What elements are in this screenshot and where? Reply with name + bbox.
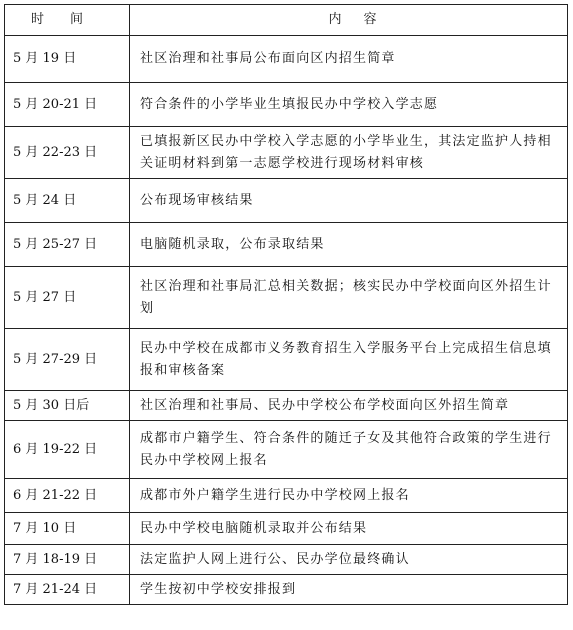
row-time: 6 月 19-22 日 xyxy=(5,421,130,479)
table-row xyxy=(5,513,568,545)
table-row xyxy=(5,479,568,513)
table-row xyxy=(5,421,568,479)
row-time: 5 月 25-27 日 xyxy=(5,223,130,267)
row-content: 社区治理和社事局、民办中学校公布学校面向区外招生简章 xyxy=(130,391,568,421)
table-row xyxy=(5,545,568,575)
header-row xyxy=(5,5,568,36)
table-row xyxy=(5,223,568,267)
row-time: 5 月 20-21 日 xyxy=(5,83,130,127)
row-time: 7 月 10 日 xyxy=(5,513,130,545)
table-row xyxy=(5,575,568,605)
row-time: 7 月 21-24 日 xyxy=(5,575,130,605)
row-content: 公布现场审核结果 xyxy=(130,179,568,223)
table-row xyxy=(5,83,568,127)
row-time: 5 月 24 日 xyxy=(5,179,130,223)
table-row xyxy=(5,329,568,391)
row-content: 学生按初中学校安排报到 xyxy=(130,575,568,605)
table-row xyxy=(5,179,568,223)
row-time: 5 月 27 日 xyxy=(5,267,130,329)
table-row xyxy=(5,127,568,179)
row-content: 社区治理和社事局汇总相关数据；核实民办中学校面向区外招生计划 xyxy=(130,267,568,329)
row-content: 法定监护人网上进行公、民办学位最终确认 xyxy=(130,545,568,575)
row-content: 已填报新区民办中学校入学志愿的小学毕业生，其法定监护人持相关证明材料到第一志愿学校进行现场材料审核 xyxy=(130,127,568,179)
row-time: 6 月 21-22 日 xyxy=(5,479,130,513)
header-content: 内容 xyxy=(130,5,568,36)
row-content: 成都市户籍学生、符合条件的随迁子女及其他符合政策的学生进行民办中学校网上报名 xyxy=(130,421,568,479)
row-content: 电脑随机录取，公布录取结果 xyxy=(130,223,568,267)
row-content: 符合条件的小学毕业生填报民办中学校入学志愿 xyxy=(130,83,568,127)
table-row xyxy=(5,391,568,421)
row-time: 5 月 27-29 日 xyxy=(5,329,130,391)
row-time: 5 月 22-23 日 xyxy=(5,127,130,179)
row-content: 成都市外户籍学生进行民办中学校网上报名 xyxy=(130,479,568,513)
table-row xyxy=(5,36,568,83)
header-time: 时间 xyxy=(5,5,130,36)
row-time: 5 月 19 日 xyxy=(5,36,130,83)
row-content: 社区治理和社事局公布面向区内招生简章 xyxy=(130,36,568,83)
row-time: 5 月 30 日后 xyxy=(5,391,130,421)
row-content: 民办中学校在成都市义务教育招生入学服务平台上完成招生信息填报和审核备案 xyxy=(130,329,568,391)
row-time: 7 月 18-19 日 xyxy=(5,545,130,575)
row-content: 民办中学校电脑随机录取并公布结果 xyxy=(130,513,568,545)
schedule-table xyxy=(4,4,568,605)
table-row xyxy=(5,267,568,329)
